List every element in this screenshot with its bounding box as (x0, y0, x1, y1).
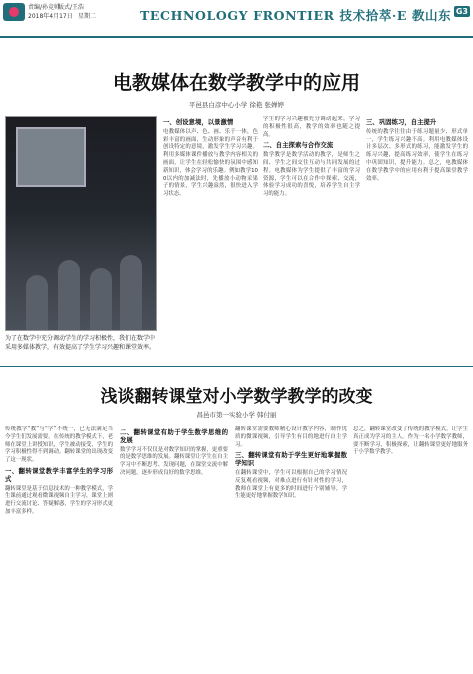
article1-section-2-text: 数学教学是数学活动的教学，是师生之间、学生之间交往互动与共同发展的过程。电教媒体为学生提供了丰富的学习资源，学生可以在合作中探索、交流，体验学习成功的喜悦，培养学生自主学习的能力。 (263, 152, 360, 198)
newspaper-logo-icon (3, 3, 25, 21)
article2-section-3-text: 在翻转课堂中，学生可以根据自己的学习情况反复观看视频，对难点进行有针对性的学习，教师在课堂上有更多的时间进行个别辅导，学生能更好地掌握数学知识。 (235, 469, 347, 500)
article1-section-2-heading: 二、自主探索与合作交流 (263, 141, 334, 150)
article1-column-3 (263, 116, 360, 361)
article1-column-2 (163, 116, 258, 361)
section-banner: TECHNOLOGY FRONTIER 技术拾萃·E 教山东 (140, 8, 452, 23)
article2-section-1-text: 翻转课堂是基于信息技术的一种教学模式，学生课前通过观看微课视频自主学习，课堂上则进行交流讨论、答疑解惑，学生的学习形式更加丰富多样。 (5, 485, 113, 515)
photo-caption: 为了在数学中充分调动学生的学习积极性，我们在数学中采用多媒体教学，有效提高了学生学习兴趣和课堂效率。 (5, 335, 156, 351)
article1-byline: 平邑县白彦中心小学 徐艳 张婵婷 (188, 101, 285, 109)
student-figure (26, 275, 48, 330)
date-line: 2018年4月17日 (28, 13, 73, 20)
article1-column-3-text: 学生的学习兴趣被充分调动起来，学习的积极性很高，教学的效率也随之提高。 (263, 116, 360, 138)
article1-section-3-text: 传统的教学往往由于练习题量少、形式单一，学生练习兴趣不高。利用电教媒体设计多层次、多形式的练习，能激发学生的练习兴趣，提高练习效率，使学生在练习中巩固知识，提升能力。总之，电教媒体在数学教学中的应用有利于提高课堂教学效率。 (366, 128, 468, 182)
article2-section-2-heading: 二、翻转课堂有助于学生数学思维的发展 (120, 428, 228, 444)
student-figure (120, 255, 142, 330)
article2-intro-text: 传统教学“教”与“学”不统一，已无法满足当今学生们发展需要。在传统的教学模式下，老师在课堂上讲授知识，学生被动接受，学生的学习积极性得不到调动。翻转课堂的出现改变了这一现状。 (5, 426, 113, 464)
student-figure (90, 268, 112, 330)
editor-line: 责编/孙竞帅 (28, 4, 61, 11)
article2-column-3-text: 翻转课堂需要教师精心设计教学内容，制作优质的微课视频，引导学生有目的地进行自主学习。 (235, 426, 347, 448)
article2-title: 浅谈翻转课堂对小学数学教学的改变 (100, 387, 373, 407)
layout-line: 版式/王浩 (58, 4, 85, 11)
weekday-line: 星期二 (78, 13, 97, 20)
article2-conclusion-text: 总之，翻转课堂改变了传统的教学模式，让学生真正成为学习的主人。作为一名小学数学教师，要不断学习，积极探索，让翻转课堂更好地服务于小学数学教学。 (353, 426, 468, 456)
page-number-badge: G3 (455, 7, 468, 16)
article2-column-4 (353, 426, 468, 670)
article1-section-3-heading: 三、巩固练习，自主提升 (366, 118, 437, 126)
article2-column-2 (120, 426, 228, 670)
article2-column-1 (5, 426, 113, 670)
student-figure (58, 260, 80, 330)
article2-section-3-heading: 三、翻转课堂有助于学生更好地掌握数学知识 (235, 451, 347, 468)
article1-section-1-text: 电教媒体以声、色、画、乐于一体，色彩丰富的画面，生动形象的声音有利于创设特定的意境，激发学生学习兴趣。利用多媒体课件播放与教学内容相关的画面，让学生在轻松愉快的氛围中感知新知识，体会学习的乐趣。例如教学100以内的加减法时，先播放小动物采果子的情景，学生兴趣盎然，很快进入学习状态。 (163, 128, 258, 198)
article2-byline: 昌邑市第一实验小学 韩付丽 (196, 411, 277, 419)
article2-section-1-heading: 一、翻转课堂教学丰富学生的学习形式 (5, 466, 113, 483)
article2-section-2-text: 数学学习不仅仅是对数学知识的掌握，更重要的是数学思维的发展。翻转课堂让学生在自主学习中不断思考、发现问题，在课堂交流中解决问题，逐步形成良好的数学思维。 (120, 446, 228, 476)
article1-section-1-heading: 一、创设意境，以景激情 (163, 118, 234, 126)
article-divider (0, 366, 473, 367)
article2-column-3 (235, 426, 347, 670)
projector-screen-icon (16, 127, 86, 187)
page-header (0, 0, 473, 38)
article1-column-4 (366, 116, 468, 361)
article1-title: 电教媒体在数学教学中的应用 (112, 72, 360, 94)
classroom-photo (5, 116, 157, 331)
